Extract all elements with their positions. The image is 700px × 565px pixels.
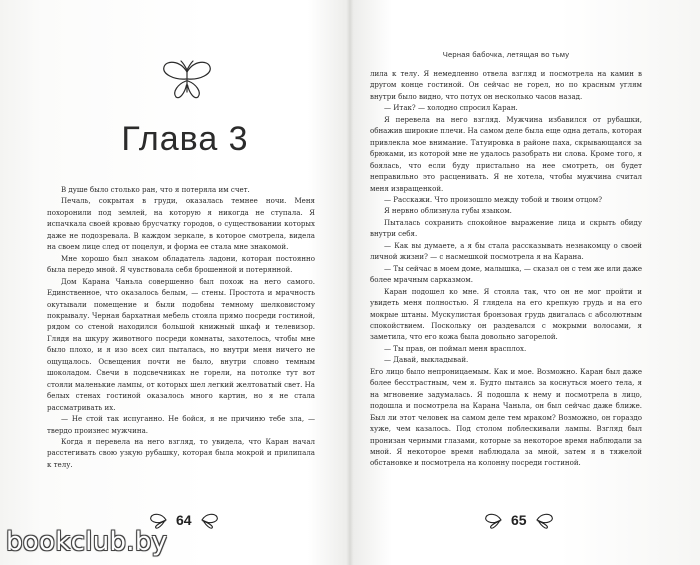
- paragraph: Каран подошел ко мне. Я стояла так, что он не мог пройти и увидеть меня полностью. Я глядела на его крепкую грудь и на его мокрые штаны. Мускулистая бронзовая грудь двигалась с абсолютным спокойствием. Поскольку он раздевался с мокрыми волосами, я заметила, что его кожа была довольно загорелой.: [370, 286, 642, 342]
- paragraph: — Итак? — холодно спросил Каран.: [384, 103, 518, 113]
- paragraph: Его лицо было непроницаемым. Как и мое. Возможно. Каран был даже более бесстрастным, чем я. Будто пытаясь за коснуться моего тела, я на мгновение задумалась. Я подошла к нему и посмотрела в лицо, подошла и посмотрела на Карана Чаньла, он был сейчас даже ближе. Был ли этот человек на самом деле тем мраком? Возможно, он гораздо хуже, чем казалось. Под столом поблескивали лампы. Взгляд был пронизан черными глазами, которые за некоторое время наблюдали за мной. Я некоторое время наблюдала за мной, затем я в тяжелой обстановке и посмотрела на колонну посреди гостиной.: [370, 366, 642, 468]
- paragraph: — Ты прав, он поймал меня врасплох.: [384, 343, 527, 353]
- paragraph: Пыталась сохранить спокойное выражение лица и скрыть обиду внутри себя.: [370, 217, 642, 239]
- running-head: Черная бабочка, летящая во тьму: [442, 50, 570, 59]
- watermark: bookclub.by: [6, 527, 168, 557]
- butterfly-icon: [483, 511, 503, 529]
- page-number: 65: [511, 512, 527, 528]
- right-page-text: [370, 68, 642, 469]
- paragraph: В душе было столько ран, что я потеряла им счет.: [61, 185, 250, 194]
- butterfly-icon: [160, 58, 214, 102]
- paragraph: — Как вы думаете, а я бы стала рассказывать незнакомцу о своей личной жизни? — с насмешкой посмотрела я на Карана.: [370, 240, 642, 262]
- paragraph: — Ты сейчас в моем доме, малышка, — сказал он с тем же или даже более мрачным сарказмом.: [370, 263, 642, 285]
- left-page: [0, 0, 350, 545]
- left-page-text: [47, 184, 315, 470]
- paragraph: Мне хорошо был знаком обладатель ладони, которая постоянно была передо мной. Я чувствовала себя брошенной и потерянной.: [47, 253, 315, 275]
- paragraph: Я перевела на него взгляд. Мужчина избавился от рубашки, обнажив широкие плечи. На самом деле была еще одна деталь, которая привлекла мое внимание. Татуировка в районе паха, скрывающаяся за брюками, из которой мне не удалось разобрать ни слова. Кроме того, я боялась, что если буду пристально на нее смотреть, он будет неправильно это расценивать. Я не хотела, чтобы мужчина считал меня извращенкой.: [370, 114, 643, 193]
- paragraph: Когда я перевела на него взгляд, то увидела, что Каран начал расстегивать свою узкую рубашку, которая была мокрой и прилипала к телу.: [47, 436, 315, 469]
- page-number: 64: [176, 512, 192, 528]
- paragraph: — Не стой так испуганно. Не бойся, я не причиню тебе зла, — твердо произнес мужчина.: [47, 414, 315, 435]
- paragraph: Дом Карана Чаньла совершенно был похож на него самого. Единственное, что оказалось белым, — стены. Простота и мрачность окутывали помещение и были подобны темному шелковистому покрывалу. Черная бархатная мебель стояла прямо посреди гостиной, рядом со стеной находился большой книжный шкаф и телевизор. Глядя на шкуру животного посреди комнаты, захотелось, чтобы мне было плохо, и я изо всех сил пыталась, но внутри меня ничего не ощущалось. Освещения почти не было, внутри словно темным шоколадом. Свечи в подсвечниках не горели, на потолке тут вот стояли маленькие лампы, от которых шел легкий желтоватый свет. На белых стенах гостиной оказалось много картин, но я не стала рассматривать их.: [47, 276, 315, 412]
- butterfly-icon: [535, 511, 555, 529]
- paragraph: Печаль, сокрытая в груди, оказалась темнее ночи. Меня похоронили под землей, на которую я никогда не ступала. Я испачкала своей кровью брусчатку городов, о существовании которых даже не подозревала. В каждом зеркале, в которое смотрела, видела на своем лице след от поцелуя, и форма ее стала мне знакомой.: [47, 196, 315, 252]
- paragraph: — Расскажи. Что произошло между тобой и твоим отцом?: [384, 194, 603, 204]
- right-page-folio: [483, 508, 555, 532]
- paragraph: Я нервно облизнула губы языком.: [384, 206, 512, 216]
- chapter-title: Глава 3: [121, 120, 249, 158]
- butterfly-icon: [200, 511, 220, 529]
- paragraph: — Давай, выкладывай.: [384, 355, 469, 365]
- paragraph: лила к телу. Я немедленно отвела взгляд и посмотрела на камин в другом конце гостиной. Он сейчас не горел, но по красным углям внутри было видно, что потух он несколько часов назад.: [370, 69, 642, 101]
